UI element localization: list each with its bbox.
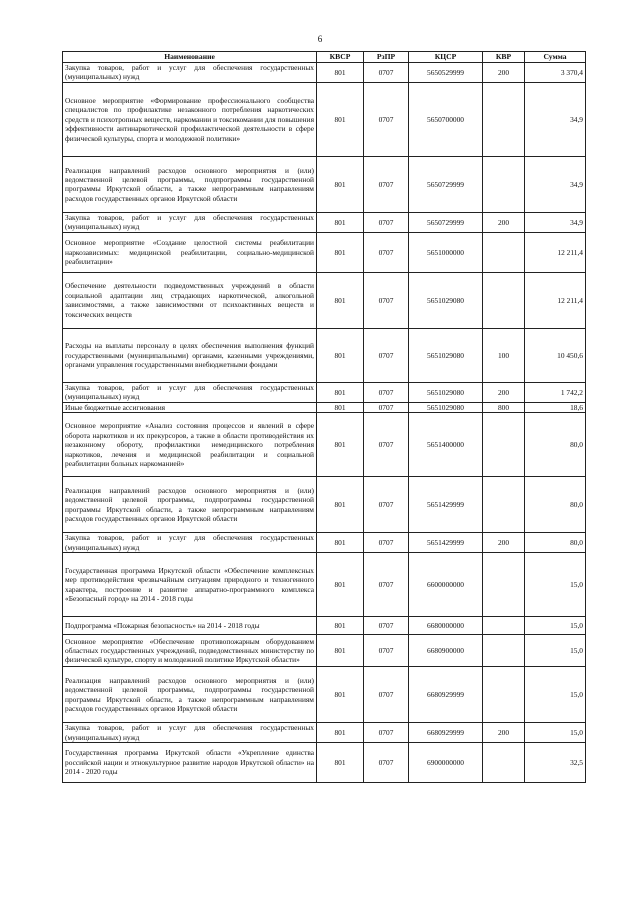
row-kvr: 200 xyxy=(483,63,525,83)
row-kcsr: 5651000000 xyxy=(409,232,483,272)
row-sum: 3 370,4 xyxy=(525,63,586,83)
row-sum: 34,9 xyxy=(525,156,586,212)
header-kcsr: КЦСР xyxy=(409,52,483,63)
row-name: Закупка товаров, работ и услуг для обеспечения государственных (муниципальных) нужд xyxy=(63,723,317,743)
row-kvr: 200 xyxy=(483,723,525,743)
row-kcsr: 5651029080 xyxy=(409,402,483,412)
row-sum: 15,0 xyxy=(525,617,586,635)
row-rzpr: 0707 xyxy=(364,272,409,328)
row-rzpr: 0707 xyxy=(364,477,409,533)
row-name: Закупка товаров, работ и услуг для обеспечения государственных (муниципальных) нужд xyxy=(63,212,317,232)
row-name: Реализация направлений расходов основного мероприятия и (или) ведомственной целевой программы, подпрограммы государственной программы Иркутской области, а также непрограммным направлениям расходов государственных органов Иркутской области xyxy=(63,477,317,533)
row-rzpr: 0707 xyxy=(364,232,409,272)
row-kcsr: 6900000000 xyxy=(409,743,483,783)
row-name: Подпрограмма «Пожарная безопасность» на 2014 - 2018 годы xyxy=(63,617,317,635)
table-row xyxy=(63,533,586,553)
row-kvr xyxy=(483,232,525,272)
row-sum: 10 450,6 xyxy=(525,328,586,382)
row-kcsr: 5651029080 xyxy=(409,272,483,328)
row-kcsr: 5651429999 xyxy=(409,477,483,533)
table-row xyxy=(63,402,586,412)
row-kcsr: 5651029080 xyxy=(409,328,483,382)
row-rzpr: 0707 xyxy=(364,328,409,382)
row-rzpr: 0707 xyxy=(364,382,409,402)
row-kcsr: 5650529999 xyxy=(409,63,483,83)
row-kvsr: 801 xyxy=(317,232,364,272)
table-row xyxy=(63,328,586,382)
header-rzpr: РзПР xyxy=(364,52,409,63)
row-kvsr: 801 xyxy=(317,413,364,477)
table-row xyxy=(63,667,586,723)
row-sum: 80,0 xyxy=(525,533,586,553)
row-sum: 12 211,4 xyxy=(525,232,586,272)
row-rzpr: 0707 xyxy=(364,156,409,212)
row-kcsr: 6680000000 xyxy=(409,617,483,635)
row-name: Основное мероприятие «Обеспечение противопожарным оборудованием областных государственных учреждений, подведомственных министерству по физической культуре, спорту и молодежной политике Иркутской области» xyxy=(63,635,317,667)
row-rzpr: 0707 xyxy=(364,402,409,412)
header-sum: Сумма xyxy=(525,52,586,63)
row-sum: 80,0 xyxy=(525,477,586,533)
row-kvr: 100 xyxy=(483,328,525,382)
row-kcsr: 5650729999 xyxy=(409,212,483,232)
row-kcsr: 5651029080 xyxy=(409,382,483,402)
row-sum: 34,9 xyxy=(525,212,586,232)
row-kvsr: 801 xyxy=(317,402,364,412)
row-kcsr: 6680929999 xyxy=(409,723,483,743)
row-sum: 15,0 xyxy=(525,667,586,723)
row-kvr: 200 xyxy=(483,533,525,553)
row-name: Закупка товаров, работ и услуг для обеспечения государственных (муниципальных) нужд xyxy=(63,533,317,553)
row-kvsr: 801 xyxy=(317,328,364,382)
table-row xyxy=(63,156,586,212)
row-kvr xyxy=(483,82,525,156)
row-kvr xyxy=(483,743,525,783)
row-rzpr: 0707 xyxy=(364,635,409,667)
row-kvsr: 801 xyxy=(317,635,364,667)
row-kcsr: 6680900000 xyxy=(409,635,483,667)
row-sum: 15,0 xyxy=(525,723,586,743)
table-row xyxy=(63,382,586,402)
table-row xyxy=(63,553,586,617)
row-kvsr: 801 xyxy=(317,272,364,328)
table-row xyxy=(63,617,586,635)
row-sum: 18,6 xyxy=(525,402,586,412)
row-kvsr: 801 xyxy=(317,156,364,212)
row-kvsr: 801 xyxy=(317,212,364,232)
table-row xyxy=(63,272,586,328)
row-rzpr: 0707 xyxy=(364,413,409,477)
table-header-row xyxy=(63,52,586,63)
row-name: Государственная программа Иркутской области «Укрепление единства российской нации и этнокультурное развитие народов Иркутской области» на 2014 - 2020 годы xyxy=(63,743,317,783)
page-number: 6 xyxy=(317,34,323,44)
table-row xyxy=(63,232,586,272)
row-kvsr: 801 xyxy=(317,553,364,617)
row-kvr xyxy=(483,413,525,477)
row-sum: 15,0 xyxy=(525,635,586,667)
row-name: Закупка товаров, работ и услуг для обеспечения государственных (муниципальных) нужд xyxy=(63,63,317,83)
row-sum: 32,5 xyxy=(525,743,586,783)
header-kvr: КВР xyxy=(483,52,525,63)
row-kcsr: 5650729999 xyxy=(409,156,483,212)
row-name: Реализация направлений расходов основного мероприятия и (или) ведомственной целевой программы, подпрограммы государственной программы Иркутской области, а также непрограммным направлениям расходов государственных органов Иркутской области xyxy=(63,156,317,212)
table-row xyxy=(63,63,586,83)
table-row xyxy=(63,635,586,667)
table-row xyxy=(63,477,586,533)
row-kcsr: 5651429999 xyxy=(409,533,483,553)
row-rzpr: 0707 xyxy=(364,617,409,635)
row-kcsr: 6600000000 xyxy=(409,553,483,617)
row-name: Государственная программа Иркутской области «Обеспечение комплексных мер противодействия чрезвычайным ситуациям природного и техногенного характера, построение и развитие аппаратно-программного комплекса «Безопасный город» на 2014 - 2018 годы xyxy=(63,553,317,617)
row-kcsr: 5651400000 xyxy=(409,413,483,477)
table-row xyxy=(63,212,586,232)
row-kcsr: 6680929999 xyxy=(409,667,483,723)
row-kvr xyxy=(483,477,525,533)
row-kvr: 800 xyxy=(483,402,525,412)
row-rzpr: 0707 xyxy=(364,212,409,232)
row-kvr: 200 xyxy=(483,382,525,402)
table-row xyxy=(63,82,586,156)
row-name: Иные бюджетные ассигнования xyxy=(63,402,317,412)
row-kvsr: 801 xyxy=(317,82,364,156)
row-name: Основное мероприятие «Формирование профессионального сообщества специалистов по профилактике незаконного потребления наркотических средств и психотропных веществ, наркомании и токсикомании для повышения эффективности антинаркотической профилактической деятельности в сфере физической культуры, спорта и молодежной политики» xyxy=(63,82,317,156)
row-rzpr: 0707 xyxy=(364,723,409,743)
row-kvsr: 801 xyxy=(317,382,364,402)
row-kvsr: 801 xyxy=(317,617,364,635)
header-name: Наименование xyxy=(63,52,317,63)
table-row xyxy=(63,743,586,783)
row-kvr: 200 xyxy=(483,212,525,232)
row-sum: 34,9 xyxy=(525,82,586,156)
row-kvsr: 801 xyxy=(317,477,364,533)
row-kvsr: 801 xyxy=(317,63,364,83)
row-name: Реализация направлений расходов основного мероприятия и (или) ведомственной целевой программы, подпрограммы государственной программы Иркутской области, а также непрограммным направлениям расходов государственных органов Иркутской области xyxy=(63,667,317,723)
row-rzpr: 0707 xyxy=(364,533,409,553)
row-kvsr: 801 xyxy=(317,743,364,783)
table-row xyxy=(63,723,586,743)
header-kvsr: КВСР xyxy=(317,52,364,63)
row-sum: 80,0 xyxy=(525,413,586,477)
row-rzpr: 0707 xyxy=(364,63,409,83)
row-rzpr: 0707 xyxy=(364,553,409,617)
row-kvsr: 801 xyxy=(317,533,364,553)
row-kvr xyxy=(483,553,525,617)
row-kvr xyxy=(483,156,525,212)
row-sum: 1 742,2 xyxy=(525,382,586,402)
row-kvsr: 801 xyxy=(317,723,364,743)
budget-table xyxy=(62,51,586,783)
row-rzpr: 0707 xyxy=(364,743,409,783)
row-kvr xyxy=(483,667,525,723)
row-sum: 15,0 xyxy=(525,553,586,617)
row-kvsr: 801 xyxy=(317,667,364,723)
row-sum: 12 211,4 xyxy=(525,272,586,328)
row-name: Обеспечение деятельности подведомственных учреждений в области социальной адаптации лиц страдающих наркотической, алкогольной зависимостями, а также зависимостями от психоактивных веществ и токсических веществ xyxy=(63,272,317,328)
row-rzpr: 0707 xyxy=(364,667,409,723)
row-kvr xyxy=(483,635,525,667)
row-kcsr: 5650700000 xyxy=(409,82,483,156)
row-name: Основное мероприятие «Создание целостной системы реабилитации наркозависимых: медицинской реабилитации, социально-медицинской реабилитации» xyxy=(63,232,317,272)
row-name: Основное мероприятие «Анализ состояния процессов и явлений в сфере оборота наркотиков и их прекурсоров, а также в области противодействия их незаконному обороту, профилактики немедицинского потребления наркотиков, лечения и медицинской реабилитации и социальной реабилитации больных наркоманией» xyxy=(63,413,317,477)
row-kvr xyxy=(483,617,525,635)
row-rzpr: 0707 xyxy=(364,82,409,156)
row-name: Расходы на выплаты персоналу в целях обеспечения выполнения функций государственными (муниципальными) органами, казенными учреждениями, органами управления государственными внебюджетными фондами xyxy=(63,328,317,382)
table-row xyxy=(63,413,586,477)
row-kvr xyxy=(483,272,525,328)
row-name: Закупка товаров, работ и услуг для обеспечения государственных (муниципальных) нужд xyxy=(63,382,317,402)
